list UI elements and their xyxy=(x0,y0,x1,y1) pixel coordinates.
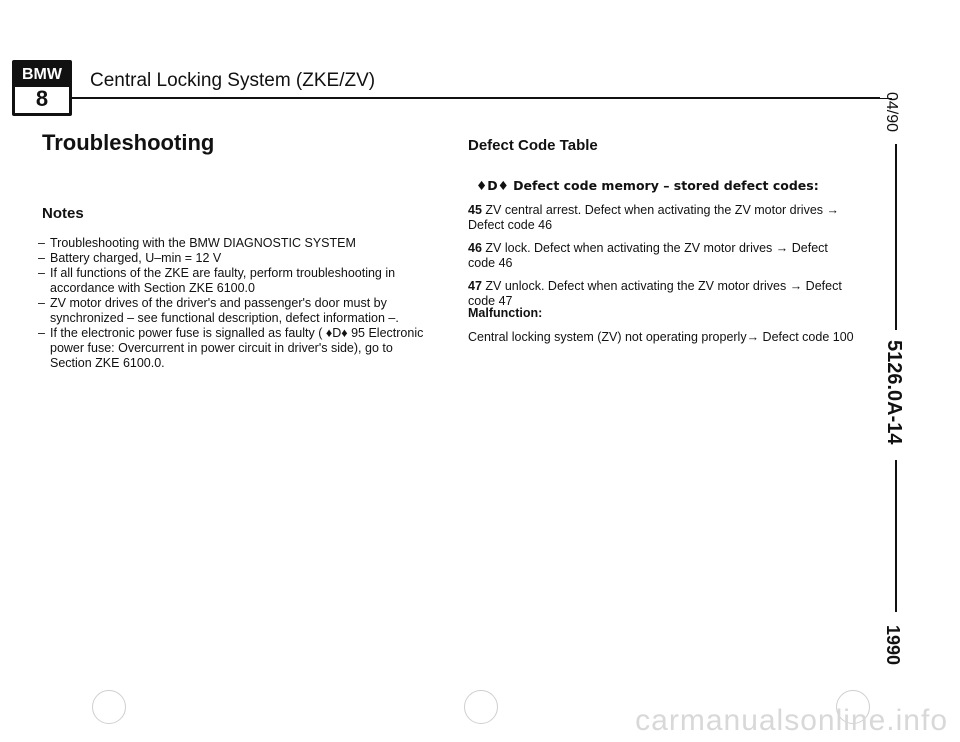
malfunction-heading: Malfunction: xyxy=(468,306,543,320)
side-year: 1990 xyxy=(883,625,903,666)
side-document-code: 5126.0A-14 xyxy=(883,340,905,445)
note-item: – ZV motor drives of the driver's and passenger's door must by synchronized – see functional description, defect information –. xyxy=(36,296,436,326)
defect-code-text: ZV lock. Defect when activating the ZV motor drives → Defect code 46 xyxy=(468,241,828,270)
defect-code-text: ZV unlock. Defect when activating the ZV motor drives → Defect code 47 xyxy=(468,279,842,308)
notes-heading: Notes xyxy=(42,205,84,222)
punch-hole xyxy=(92,690,126,724)
defect-code-table-heading: Defect Code Table xyxy=(468,137,598,154)
logo-number: 8 xyxy=(35,86,49,111)
defect-code-number: 47 xyxy=(468,279,482,293)
defect-code-text: ZV central arrest. Defect when activating the ZV motor drives → Defect code 46 xyxy=(468,203,839,232)
side-margin xyxy=(870,80,920,740)
defect-code-entry xyxy=(468,203,858,233)
notes-list xyxy=(36,236,436,371)
section-heading-troubleshooting: Troubleshooting xyxy=(42,130,215,155)
page-title: Central Locking System (ZKE/ZV) xyxy=(90,70,376,91)
defect-memory-heading: ♦D♦ Defect code memory – stored defect codes: xyxy=(476,178,819,193)
side-rule xyxy=(895,144,897,330)
defect-code-number: 45 xyxy=(468,203,482,217)
watermark: carmanualsonline.info xyxy=(635,704,948,737)
defect-code-entry xyxy=(468,241,858,271)
note-item: – Battery charged, U–min = 12 V xyxy=(36,251,436,266)
defect-code-number: 46 xyxy=(468,241,482,255)
side-date: 04/90 xyxy=(883,92,900,133)
bmw-logo xyxy=(12,60,72,116)
malfunction-text: Central locking system (ZV) not operating properly→ Defect code 100 xyxy=(468,330,854,344)
note-item: – If all functions of the ZKE are faulty, perform troubleshooting in accordance with Section ZKE 6100.0 xyxy=(36,266,436,296)
note-item: – If the electronic power fuse is signalled as faulty ( ♦D♦ 95 Electronic power fuse: Overcurrent in power circuit in driver's side), go to Section ZKE 6100.0. xyxy=(36,326,436,371)
side-rule xyxy=(895,460,897,612)
defect-code-entry xyxy=(468,279,858,309)
logo-brand: BMW xyxy=(15,63,69,87)
note-item: – Troubleshooting with the BMW DIAGNOSTIC SYSTEM xyxy=(36,236,436,251)
defect-code-list xyxy=(468,203,858,317)
punch-hole xyxy=(464,690,498,724)
header-rule xyxy=(70,97,880,99)
